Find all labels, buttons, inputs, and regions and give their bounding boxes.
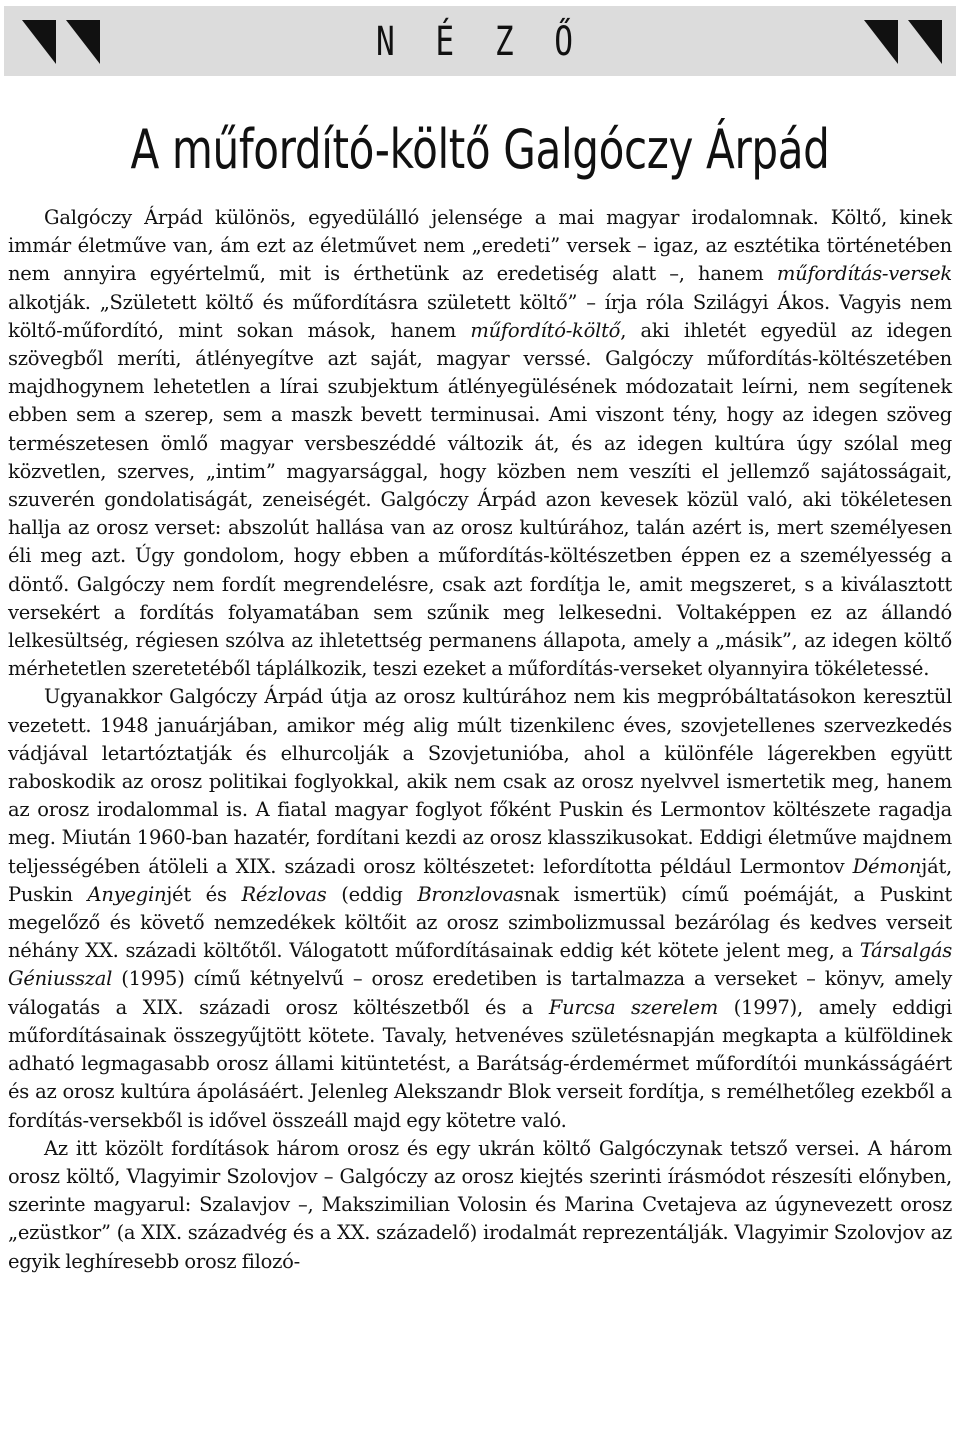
section-header [4,6,956,76]
text-run: alkotják. „Született költő és műfordításra született költő” – írja róla Szilágyi Ákos. Vagyis nem költő-műfordító, mint sokan mások, hanem [8,290,952,342]
text-run: (eddig [326,882,418,906]
text-run: nak ismertük) című poémáját, a Puskint megelőző és követő nemzedékek költőit az orosz szimbolizmussal bezárólag és kedves verseit néhány XX. századi költőtől. Válogatott műfordításainak eddig két kötete jelent meg, a [8,882,953,963]
body-paragraph [8,683,952,1134]
article-body [8,204,952,1276]
text-run: ját, Puskin [8,854,952,906]
italic-text: Rézlovas [241,882,327,906]
text-run: Galgóczy Árpád különös, egyedülálló jelensége a mai magyar irodalomnak. Költő, kinek immár életműve van, ám ezt az életművet nem „eredeti” versek – igaz, az esztétika történetében nem annyira egyértelmű, mit is érthetünk az eredetiség alatt –, hanem [8,206,952,286]
body-paragraph [8,204,952,683]
italic-text: Furcsa szerelem [548,995,718,1019]
text-run: Az itt közölt fordítások három orosz és egy ukrán költő Galgóczynak tetsző versei. A három orosz költő, Vlagyimir Szolovjov – Galgóczy az orosz kiejtés szerinti írásmódot részesíti előnyben, szerinte magyarul: Szalavjov –, Makszimilian Volosin és Marina Cvetajeva az úgynevezett orosz „ezüstkor” (a XIX. századvég és a XX. századelő) irodalmát reprezentálják. Vlagyimir Szolovjov az egyik leghíresebb orosz filozó- [8,1136,952,1273]
article-title: A műfordító-költő Galgóczy Árpád [130,118,830,181]
text-run: Ugyanakkor Galgóczy Árpád útja az orosz kultúrához nem kis megpróbáltatásokon keresztül vezetett. 1948 januárjában, amikor még alig múlt tizenkilenc éves, szovjetellenes szervezkedés vádjával letartóztatják és elhurcolják a Szovjetunióba, ahol a különféle lágerekben együtt raboskodik az orosz politikai foglyokkal, akik nem csak az orosz nyelvvel ismertetik meg, hanem az orosz irodalommal is. A fiatal magyar foglyot főként Puskin és Lermontov költészete ragadja meg. Miután 1960-ban hazatér, fordítani kezdi az orosz klasszikusokat. Eddigi életműve majdnem teljességében átöleli a XIX. századi orosz költészetet: lefordította például Lermontov [8,685,952,878]
italic-text: műfordító-költő [470,318,621,342]
italic-text: Démon [852,854,922,878]
text-run: jét és [166,882,242,906]
italic-text: műfordítás-versek [776,262,952,286]
double-wedge-ornament-icon [22,20,114,64]
italic-text: Bronzlovas [417,882,524,906]
text-run: (1995) című kétnyelvű – orosz eredetiben is tartalmazza a verseket – könyv, amely válogatás a XIX. századi orosz költészetből és a [8,967,952,1019]
text-run: (1997), amely eddigi műfordításainak összegyűjtött kötete. Tavaly, hetvenéves születésnapján megkapta a külföldinek adható legmagasabb orosz állami kitüntetést, a Barátság-érdemérmet műfordítói munkásságáért és az orosz kultúra ápolásáért. Jelenleg Alekszandr Blok verseit fordítja, s remélhetőleg ezekből a fordítás-versekből is idővel összeáll majd egy kötetre való. [8,995,952,1132]
italic-text: Társalgás Géniusszal [8,939,952,991]
double-wedge-ornament-icon [850,20,942,64]
italic-text: Anyegin [87,882,167,906]
body-paragraph [8,1135,952,1276]
text-run: , aki ihletét egyedül az idegen szövegből meríti, átlényegítve azt saját, magyar verssé. Galgóczy műfordítás-költészetében majdhogynem lehetetlen a lírai szubjektum átlényegülésének módozatait leírni, nem segítenek ebben sem a szerep, sem a maszk bevett terminusai. Ami viszont tény, hogy az idegen szöveg természetesen ömlő magyar versbeszéddé változik át, és az idegen kultúra úgy szólal meg közvetlen, szerves, „intim” magyarsággal, hogy közben nem veszíti el jellemző sajátosságait, szuverén gondolatiságát, zeneiségét. Galgóczy Árpád azon kevesek közül való, aki tökéletesen hallja az orosz verset: abszolút hallása van az orosz kultúrához, talán azért is, mert személyesen éli meg azt. Úgy gondolom, hogy ebben a műfordítás-költészetben éppen ez a személyesség a döntő. Galgóczy nem fordít megrendelésre, csak azt fordítja le, amit megszeret, s a kiválasztott versekért a fordítás folyamatában sem szűnik meg lelkesedni. Voltaképpen ez az állandó lelkesültség, régiesen szólva az ihletettség permanens állapota, amely a „másik”, az idegen költő mérhetetlen szeretetéből táplálkozik, teszi ezeket a műfordítás-verseket olyannyira tökéletessé. [8,318,952,681]
section-label: N É Z Ő [376,19,584,65]
